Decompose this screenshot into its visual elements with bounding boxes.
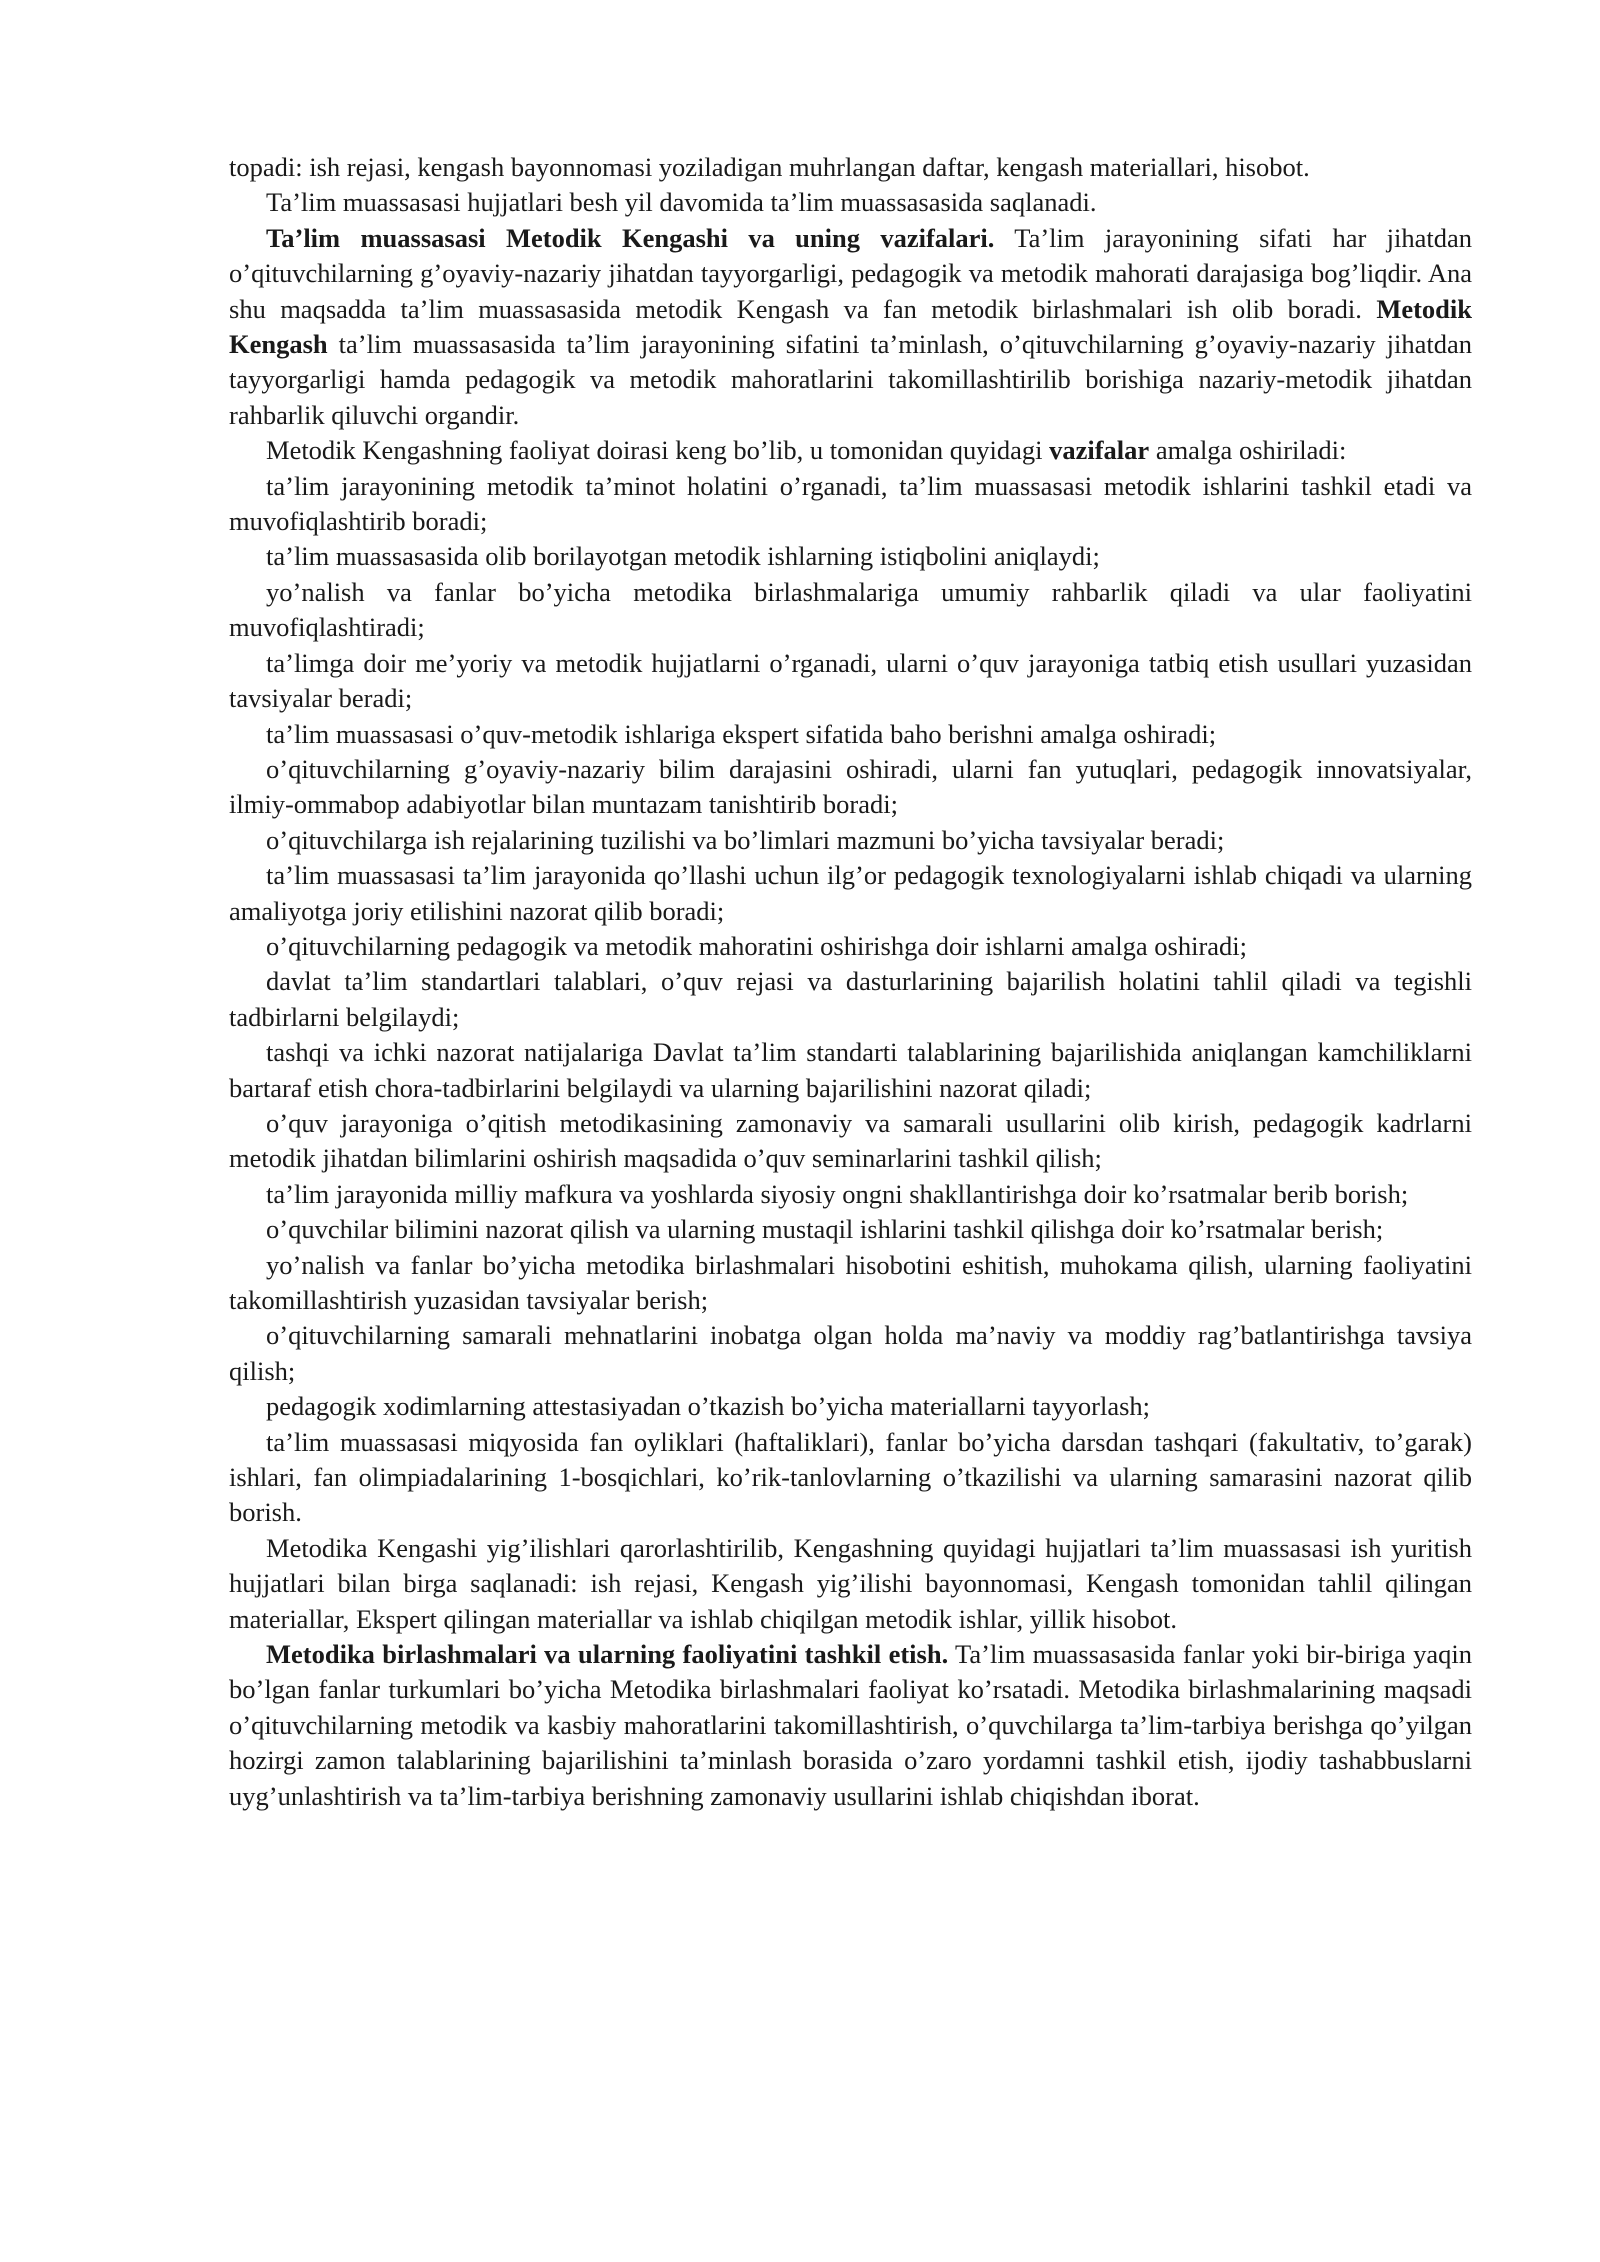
paragraph-text: Metodik Kengashning faoliyat doirasi keng bo’lib, u tomonidan quyidagi [266, 435, 1050, 466]
paragraph-storage [229, 185, 1472, 220]
duty-item: o’qituvchilarga ish rejalarining tuzilishi va bo’limlari mazmuni bo’yicha tavsiyalar beradi; [266, 824, 1225, 855]
paragraph-associations [229, 1637, 1472, 1814]
duty-item: yo’nalish va fanlar bo’yicha metodika birlashmalariga umumiy rahbarlik qiladi va ular faoliyatini muvofiqlashtiradi; [229, 576, 1472, 643]
duty-item: o’qituvchilarning g’oyaviy-nazariy bilim darajasini oshiradi, ularni fan yutuqlari, pedagogik innovatsiyalar, ilmiy-ommabop adabiyotlar bilan muntazam tanishtirib boradi; [229, 753, 1472, 820]
paragraph-meetings: Metodika Kengashi yig’ilishlari qarorlashtirilib, Kengashning quyidagi hujjatlari ta’lim muassasasi ish yuritish hujjatlari bilan birga saqlanadi: ish rejasi, Kengash yig’ilishi bayonnomasi, Kengash tomonidan tahlil qilingan materiallar, Ekspert qilingan materiallar va ishlab chiqilgan metodik ishlar, yillik hisobot. [229, 1532, 1472, 1634]
duty-item: davlat ta’lim standartlari talablari, o’quv rejasi va dasturlarining bajarilish holatini tahlil qiladi va tegishli tadbirlarni belgilaydi; [229, 966, 1472, 1032]
paragraph-continuation [229, 150, 1472, 185]
duty-item: yo’nalish va fanlar bo’yicha metodika birlashmalari hisobotini eshitish, muhokama qilish, ularning faoliyatini takomillashtirish yuzasidan tavsiyalar berish; [229, 1249, 1472, 1315]
paragraph-text: ta’lim muassasasida ta’lim jarayonining sifatini ta’minlash, o’qituvchilarning g’oyaviy-nazariy jihatdan tayyorgarligi hamda pedagogik va metodik mahoratlarini takomillashtirilib borishiga nazariy-metodik jihatdan rahbarlik qiluvchi organdir. [229, 329, 1472, 430]
paragraph-text: amalga oshiriladi: [1149, 435, 1347, 466]
duty-item: tashqi va ichki nazorat natijalariga Davlat ta’lim standarti talablarining bajarilishida aniqlangan kamchiliklarni bartaraf etish chora-tadbirlarini belgilaydi va ularning bajarilishini nazorat qiladi; [229, 1037, 1472, 1103]
duty-item: o’quv jarayoniga o’qitish metodikasining zamonaviy va samarali usullarini olib kirish, pedagogik kadrlarni metodik jihatdan bilimlarini oshirish maqsadida o’quv seminarlarini tashkil qilish; [229, 1107, 1472, 1174]
paragraph-text: Ta’lim jarayonining sifati har jihatdan o’qituvchilarning g’oyaviy-nazariy jihatdan tayyorgarligi, pedagogik va metodik mahorati darajasiga bog’liqdir. Ana shu maqsadda ta’lim muassasasida metodik Kengash va fan metodik birlashmalari ish olib boradi. [229, 222, 1472, 324]
term-metodik-kengash: Metodik Kengash [229, 293, 1472, 360]
paragraph-text: Ta’lim muassasasi hujjatlari besh yil davomida ta’lim muassasasida saqlanadi. [266, 187, 1097, 218]
duty-item: ta’lim jarayonining metodik ta’minot holatini o’rganadi, ta’lim muassasasi metodik ishlarini tashkil etadi va muvofiqlashtirib boradi; [229, 470, 1472, 537]
term-vazifalar: vazifalar [1049, 435, 1150, 466]
section-heading: Metodika birlashmalari va ularning faoliyatini tashkil etish. [266, 1639, 949, 1670]
paragraph-text: Ta’lim muassasasida fanlar yoki bir-biriga yaqin bo’lgan fanlar turkumlari bo’yicha Metodika birlashmalari faoliyat ko’rsatadi. Metodika birlashmalarining maqsadi o’qituvchilarning metodik va kasbiy mahoratlarini takomillashtirish, o’quvchilarga ta’lim-tarbiya berishga qo’yilgan hozirgi zamon talablarining bajarilishini ta’minlash borasida o’zaro yordamni tashkil etish, ijodiy tashabbuslarni uyg’unlashtirish va ta’lim-tarbiya berishning zamonaviy usullarini ishlab chiqishdan iborat. [229, 1639, 1472, 1811]
paragraph-duties-intro [229, 433, 1472, 468]
duty-item: ta’limga doir me’yoriy va metodik hujjatlarni o’rganadi, ularni o’quv jarayoniga tatbiq etish usullari yuzasidan tavsiyalar beradi; [229, 647, 1472, 714]
duty-item: ta’lim jarayonida milliy mafkura va yoshlarda siyosiy ongni shakllantirishga doir ko’rsatmalar berib borish; [266, 1178, 1409, 1209]
duty-item: ta’lim muassasasida olib borilayotgan metodik ishlarning istiqbolini aniqlaydi; [266, 541, 1100, 572]
duty-item: ta’lim muassasasi miqyosida fan oyliklari (haftaliklari), fanlar bo’yicha darsdan tashqari (fakultativ, to’garak) ishlari, fan olimpiadalarining 1-bosqichlari, ko’rik-tanlovlarning o’tkazilishi va ularning samarasini nazorat qilib borish. [229, 1426, 1472, 1528]
duty-item: o’qituvchilarning pedagogik va metodik mahoratini oshirishga doir ishlarni amalga oshiradi; [266, 930, 1248, 961]
document-body [229, 150, 1472, 1814]
duty-item: ta’lim muassasasi o’quv-metodik ishlariga ekspert sifatida baho berishni amalga oshiradi; [266, 718, 1217, 749]
paragraph-text: topadi: ish rejasi, kengash bayonnomasi yoziladigan muhrlangan daftar, kengash materiallari, hisobot. [229, 152, 1310, 182]
duty-item: ta’lim muassasasi ta’lim jarayonida qo’llashi uchun ilg’or pedagogik texnologiyalarni ishlab chiqadi va ularning amaliyotga joriy etilishini nazorat qilib boradi; [229, 860, 1472, 926]
paragraph-council-intro [229, 221, 1472, 433]
duty-item: o’qituvchilarning samarali mehnatlarini inobatga olgan holda ma’naviy va moddiy rag’batlantirishga tavsiya qilish; [229, 1320, 1472, 1386]
section-heading: Ta’lim muassasasi Metodik Kengashi va uning vazifalari. [266, 222, 995, 253]
duty-item: o’quvchilar bilimini nazorat qilish va ularning mustaqil ishlarini tashkil qilishga doir ko’rsatmalar berish; [266, 1214, 1384, 1245]
duty-item: pedagogik xodimlarning attestasiyadan o’tkazish bo’yicha materiallarni tayyorlash; [266, 1391, 1151, 1422]
